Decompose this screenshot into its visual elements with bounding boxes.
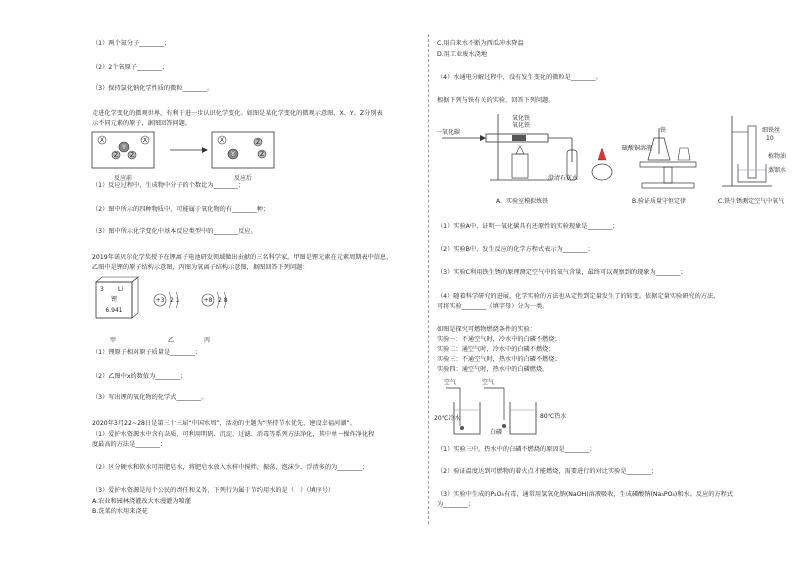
option-c: C.用自来水不断为西瓜冲水降温 — [437, 40, 524, 47]
experiment-2: 实验二：通空气时，冷水中的白磷不燃烧； — [437, 346, 555, 353]
cold-water-label: 20℃冷水 — [434, 415, 461, 422]
svg-text:氧化铁: 氧化铁 — [512, 122, 531, 129]
experiment-1: 实验一：不通空气时，冷水中的白磷不燃烧； — [437, 336, 561, 343]
paragraph: 2020年3月22~28日是第三十三届“中国水周”，活动的主题为“坚持节水优先，建设幸福河湖”。 — [92, 420, 356, 427]
question-text: 度最高的方法是________； — [92, 441, 167, 448]
svg-text:Y: Y — [231, 151, 235, 158]
experiment-4: 实验四：通空气时，热水中的白磷燃烧。 — [437, 366, 549, 373]
question-text: （2）验证温度达到可燃物的着火点才能燃烧，需要进行的对比实验是________； — [437, 468, 658, 475]
question-text: （2）图中所示的四种物质中，可能属于氧化物的有________种； — [92, 206, 270, 213]
label-jia: 甲 — [110, 337, 117, 344]
question-text: （2）区分硬水和软水可用肥皂水，将肥皂水放入水样中搅拌，振荡，泡沫少，浮渣多的为________； — [92, 464, 369, 471]
element-name: 锂 — [110, 296, 118, 303]
svg-text:Z: Z — [129, 152, 135, 159]
atom-x-label: X — [99, 137, 105, 144]
question-text: （3）图中所示化学变化中基本反应类型中的________反应。 — [92, 228, 257, 235]
question-text: （3）保持氯化钠化学性质的微粒________。 — [92, 85, 214, 92]
svg-text:2 8: 2 8 — [218, 297, 228, 304]
label-yi: 乙 — [168, 337, 175, 344]
cuso4-label: 硫酸铜溶液 — [622, 145, 653, 152]
element-symbol: Li — [118, 286, 124, 293]
hot-water-label: 80℃热水 — [540, 413, 567, 420]
caption-b: B.验证质量守恒定律 — [632, 198, 687, 205]
atomic-mass: 6.941 — [105, 307, 123, 314]
question-text: （4）水通电分解过程中，没有发生变化的微粒是________。 — [437, 74, 602, 81]
question-text: （1）锂原子相对原子质量是________； — [92, 349, 202, 356]
label-bing: 丙 — [204, 337, 211, 344]
electron-shells: 2 1 — [170, 297, 180, 304]
question-text: （1）爱护水资源水中含有杂质，可利用明矾、沉淀、过滤、消毒等系列方法净化，其中单一操作净化程 — [92, 431, 375, 438]
reaction-diagram — [90, 130, 290, 184]
question-text: （2）乙图中x的数值为________； — [92, 373, 187, 380]
atomic-number: 3 — [100, 286, 104, 293]
svg-text:+8: +8 — [203, 297, 213, 304]
tube-label: 细铁丝 — [762, 127, 781, 134]
experiment-3: 实验三：不通空气时，热水中的白磷不燃烧； — [437, 356, 561, 363]
svg-text:Z: Z — [259, 151, 265, 158]
atom-y-label: Y — [122, 144, 126, 151]
question-text: 可将实验________（填字母）分为一类。 — [437, 303, 549, 310]
question-text: （3）写出锂的氧化物的化学式________。 — [92, 394, 208, 401]
svg-text:X: X — [219, 137, 225, 144]
co-label: 一氧化碳 — [436, 129, 461, 136]
air-label-2: 空气 — [482, 379, 495, 386]
distilled-water-label: 蒸馏水 — [768, 167, 787, 174]
iron-experiments-diagram — [432, 110, 794, 210]
svg-text:Z: Z — [255, 139, 261, 146]
fe2o3-label: 氧化铁 — [512, 115, 531, 122]
before-label: 反应前 — [113, 175, 133, 182]
atom-z-label: Z — [113, 152, 119, 159]
iron-label: 铁 — [660, 127, 667, 134]
question-text: （1）实验A中，证明一氧化碳具有还原性的实验现象是________； — [437, 223, 619, 230]
question-text: （3）爱护水资源是每个公民的责任和义务，下列行为属于节约用水的是（ ）（填序号） — [92, 487, 335, 494]
svg-text:X: X — [142, 137, 148, 144]
question-text: （4）随着科学研究的进展，化学实验的方法也从定性到定量发生了的转变。依据定量实验研究的方法， — [437, 293, 720, 300]
paragraph: 示不同元素的原子，据图回答问题。 — [92, 120, 191, 127]
question-text: （3）实验C利用铁生锈的原理测定空气中的氧气含量，最终可以观察到的现象为________； — [437, 269, 687, 276]
option-a: A.农业和园林浇灌改大水漫灌为喷灌 — [92, 498, 191, 505]
column-divider — [428, 34, 429, 524]
nucleus-charge: +3 — [155, 297, 165, 304]
question-text: 为________； — [437, 501, 475, 508]
scale-label: 10 — [766, 135, 774, 142]
question-text: （2）2个氧原子________； — [92, 64, 168, 71]
paragraph: 根据下列与铁有关的实验，回答下列问题。 — [437, 97, 555, 104]
paragraph: 乙图中是锂的原子结构示意图，丙图为氧离子结构示意图，据图回答下列问题： — [92, 264, 309, 271]
air-label-1: 空气 — [444, 379, 457, 386]
question-text: （2）实验B中，发生反应的化学方程式表示为________； — [437, 246, 594, 253]
white-phosphorus-label: 白磷 — [490, 429, 503, 436]
paragraph: 走进化学变化的微观世界，有利于进一步认识化学变化。如图是某化学变化的微观示意图，X、Y、Z分别表 — [92, 110, 383, 117]
option-d: D.用工业废水浇地 — [437, 51, 488, 58]
paragraph: 2019年诺贝尔化学奖授予在锂离子电池研发领域做出贡献的三名科学家。甲图是锂元素在元素周期表中信息， — [92, 254, 393, 261]
combustion-diagram — [432, 376, 572, 440]
lithium-diagram — [90, 276, 270, 348]
caption-a: A．实验室模拟炼铁 — [496, 198, 549, 205]
caption-c: C.铁生锈测定空气中氧气 — [718, 198, 785, 205]
oil-label: 植物油 — [768, 153, 787, 160]
question-text: （3）实验中生成的P₂O₅有毒，通常用氢氧化钠(NaOH)溶液吸收，生成磷酸钠(Na₃PO₄)和水。反应的方程式 — [437, 491, 734, 498]
paragraph: 如图是探究可燃物燃烧条件的实验： — [437, 326, 536, 333]
question-text: （1）实验三中，热水中的白磷不燃烧的原因是________； — [437, 446, 596, 453]
question-text: （1）两个氮分子________； — [92, 40, 171, 47]
limewater-label: 澄清石灰水 — [548, 175, 579, 182]
option-b: B.洗菜的水用来浇花 — [92, 508, 148, 515]
question-text: （1）反应过程中，生成物中分子的个数比为________； — [92, 182, 245, 189]
after-label: 反应后 — [233, 175, 253, 182]
